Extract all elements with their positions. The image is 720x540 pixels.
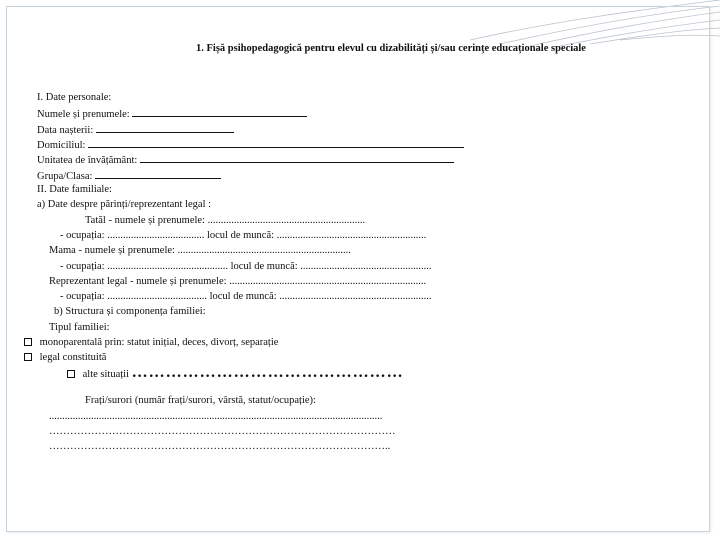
parents-heading: a) Date despre părinți/reprezentant legal : — [37, 199, 212, 210]
name-label: Numele și prenumele: — [37, 109, 130, 120]
name-field[interactable] — [132, 106, 307, 117]
father-row — [85, 214, 365, 227]
checkbox-other[interactable] — [67, 370, 75, 378]
address-field[interactable] — [88, 137, 464, 148]
father-field[interactable]: ............................................................ — [207, 215, 366, 226]
mother-workplace-label: locul de muncă: — [230, 261, 298, 272]
option-legal-label: legal constituită — [39, 352, 107, 363]
address-label: Domiciliul: — [37, 140, 86, 151]
section-personal-heading: I. Date personale: — [37, 92, 112, 103]
siblings-label: Frați/surori (număr frați/surori, vârstă, statut/ocupație): — [85, 395, 316, 406]
option-legal-row[interactable] — [24, 351, 106, 364]
checkbox-legal[interactable] — [24, 353, 32, 361]
option-other-field[interactable]: ………………………………………… — [131, 364, 404, 381]
mother-field[interactable]: .................................................................. — [177, 245, 351, 256]
legal-rep-job-field[interactable]: ...................................... — [107, 291, 207, 302]
siblings-field-1[interactable]: ............................................................................................................................... — [49, 411, 383, 422]
structure-heading: b) Structura și componența familiei: — [54, 306, 206, 317]
document-title: 1. Fișă psihopedagogică pentru elevul cu dizabilități și/sau cerințe educaționale speciale — [196, 43, 586, 54]
group-label: Grupa/Clasa: — [37, 171, 93, 182]
option-other-row[interactable] — [67, 366, 404, 381]
siblings-field-3[interactable]: …………………………………………………………………………………….. — [49, 441, 391, 452]
birthdate-row — [37, 122, 234, 137]
father-job-label: - ocupația: — [60, 230, 105, 241]
family-type-label: Tipul familiei: — [49, 322, 110, 333]
mother-job-row — [60, 260, 432, 273]
school-label: Unitatea de învățământ: — [37, 155, 138, 166]
legal-rep-label: Reprezentant legal - numele și prenumele: — [49, 276, 227, 287]
option-other-label: alte situații — [82, 369, 129, 380]
name-row — [37, 106, 307, 121]
legal-rep-row — [49, 275, 426, 288]
father-workplace-field[interactable]: ......................................................... — [276, 230, 427, 241]
legal-rep-job-row — [60, 290, 432, 303]
father-workplace-label: locul de muncă: — [206, 230, 275, 241]
father-label: Tatăl - numele și prenumele: — [85, 215, 205, 226]
checkbox-monoparental[interactable] — [24, 338, 32, 346]
legal-rep-workplace-label: locul de muncă: — [209, 291, 277, 302]
mother-job-label: - ocupația: — [60, 261, 105, 272]
group-field[interactable] — [95, 168, 221, 179]
mother-row — [49, 244, 351, 257]
siblings-field-2[interactable]: ……………………………………………………………………………………… — [49, 426, 396, 437]
birthdate-label: Data nașterii: — [37, 125, 94, 136]
option-monoparental-label: monoparentală prin: statut inițial, deces, divorț, separație — [39, 337, 279, 348]
birthdate-field[interactable] — [96, 122, 234, 133]
group-row — [37, 168, 221, 183]
address-row — [37, 137, 464, 152]
mother-job-field[interactable]: .............................................. — [107, 261, 228, 272]
legal-rep-job-label: - ocupația: — [60, 291, 105, 302]
father-job-row — [60, 229, 426, 242]
mother-label: Mama - numele și prenumele: — [49, 245, 175, 256]
school-row — [37, 152, 454, 167]
section-family-heading: II. Date familiale: — [37, 184, 112, 195]
option-monoparental-row[interactable] — [24, 336, 278, 349]
father-job-field[interactable]: ..................................... — [107, 230, 205, 241]
legal-rep-workplace-field[interactable]: .......................................................... — [279, 291, 432, 302]
mother-workplace-field[interactable]: .................................................. — [300, 261, 432, 272]
school-field[interactable] — [140, 152, 454, 163]
legal-rep-field[interactable]: ........................................................................... — [229, 276, 427, 287]
